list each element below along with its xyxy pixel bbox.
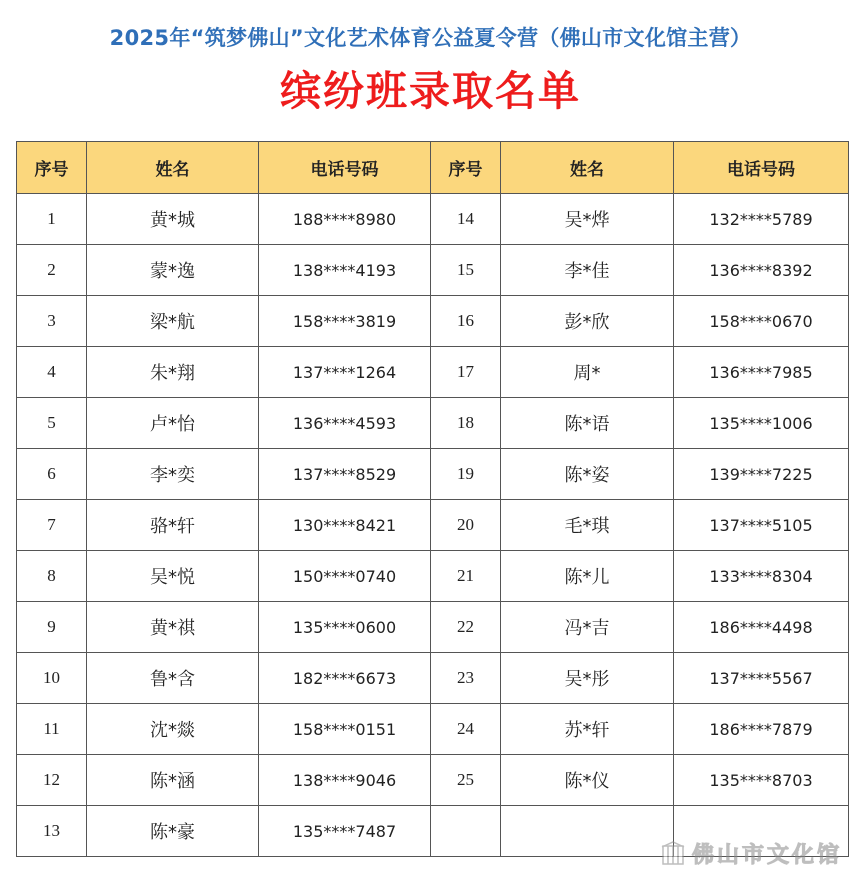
cell-name: 卢*怡	[87, 398, 259, 449]
cell-name: 吴*烨	[501, 194, 674, 245]
watermark-text: 佛山市文化馆	[692, 842, 843, 868]
cell-number: 2	[17, 245, 87, 296]
cell-phone: 137****1264	[259, 347, 431, 398]
table-row	[17, 602, 849, 653]
cell-phone: 139****7225	[674, 449, 849, 500]
cell-name: 吴*彤	[501, 653, 674, 704]
cell-number: 7	[17, 500, 87, 551]
admission-table	[16, 141, 849, 857]
cell-number: 4	[17, 347, 87, 398]
column-header-name: 姓名	[501, 142, 674, 194]
table-row	[17, 755, 849, 806]
cell-name: 骆*轩	[87, 500, 259, 551]
cell-name: 陈*姿	[501, 449, 674, 500]
cell-name: 李*佳	[501, 245, 674, 296]
cell-name: 陈*豪	[87, 806, 259, 857]
column-header-no: 序号	[17, 142, 87, 194]
column-header-no: 序号	[431, 142, 501, 194]
cell-phone: 135****7487	[259, 806, 431, 857]
cell-number: 15	[431, 245, 501, 296]
cell-phone: 137****5567	[674, 653, 849, 704]
cell-phone: 136****8392	[674, 245, 849, 296]
cell-number: 24	[431, 704, 501, 755]
cell-name: 沈*燚	[87, 704, 259, 755]
cell-name: 鲁*含	[87, 653, 259, 704]
cell-number: 25	[431, 755, 501, 806]
cell-phone: 186****4498	[674, 602, 849, 653]
cell-name: 周*	[501, 347, 674, 398]
cell-number: 16	[431, 296, 501, 347]
cell-number: 3	[17, 296, 87, 347]
cell-name: 毛*琪	[501, 500, 674, 551]
cell-name: 梁*航	[87, 296, 259, 347]
cell-number: 6	[17, 449, 87, 500]
cell-phone: 136****4593	[259, 398, 431, 449]
cell-phone: 136****7985	[674, 347, 849, 398]
cell-name: 黄*城	[87, 194, 259, 245]
cell-phone: 135****8703	[674, 755, 849, 806]
cell-phone: 186****7879	[674, 704, 849, 755]
cell-number	[431, 806, 501, 857]
cell-number: 1	[17, 194, 87, 245]
building-icon	[660, 841, 686, 867]
cell-name: 苏*轩	[501, 704, 674, 755]
cell-name: 陈*仪	[501, 755, 674, 806]
cell-number: 10	[17, 653, 87, 704]
cell-phone: 158****0670	[674, 296, 849, 347]
cell-phone: 135****1006	[674, 398, 849, 449]
cell-number: 13	[17, 806, 87, 857]
cell-number: 23	[431, 653, 501, 704]
cell-number: 17	[431, 347, 501, 398]
column-header-phone: 电话号码	[259, 142, 431, 194]
cell-name: 李*奕	[87, 449, 259, 500]
cell-phone: 130****8421	[259, 500, 431, 551]
cell-name: 陈*语	[501, 398, 674, 449]
table-row	[17, 398, 849, 449]
cell-phone: 137****5105	[674, 500, 849, 551]
table-row	[17, 245, 849, 296]
cell-number: 11	[17, 704, 87, 755]
column-header-name: 姓名	[87, 142, 259, 194]
cell-number: 21	[431, 551, 501, 602]
page-title: 2025年“筑梦佛山”文化艺术体育公益夏令营（佛山市文化馆主营）	[109, 26, 752, 50]
table-row	[17, 551, 849, 602]
cell-name: 陈*儿	[501, 551, 674, 602]
table-row	[17, 500, 849, 551]
page-subtitle: 缤纷班录取名单	[280, 67, 581, 115]
cell-number: 8	[17, 551, 87, 602]
cell-phone: 135****0600	[259, 602, 431, 653]
cell-phone: 182****6673	[259, 653, 431, 704]
cell-name: 陈*涵	[87, 755, 259, 806]
cell-phone: 150****0740	[259, 551, 431, 602]
cell-phone: 158****3819	[259, 296, 431, 347]
table-body	[17, 194, 849, 857]
table-row	[17, 347, 849, 398]
table-row	[17, 194, 849, 245]
table-header-row	[17, 142, 849, 194]
cell-name: 吴*悦	[87, 551, 259, 602]
watermark	[660, 838, 842, 869]
cell-number: 19	[431, 449, 501, 500]
cell-phone: 132****5789	[674, 194, 849, 245]
cell-number: 5	[17, 398, 87, 449]
cell-phone: 138****9046	[259, 755, 431, 806]
table-row	[17, 653, 849, 704]
cell-number: 9	[17, 602, 87, 653]
column-header-phone: 电话号码	[674, 142, 849, 194]
cell-number: 22	[431, 602, 501, 653]
table-row	[17, 296, 849, 347]
table-row	[17, 704, 849, 755]
cell-name	[501, 806, 674, 857]
cell-phone: 188****8980	[259, 194, 431, 245]
cell-phone: 158****0151	[259, 704, 431, 755]
cell-phone: 137****8529	[259, 449, 431, 500]
cell-name: 彭*欣	[501, 296, 674, 347]
cell-number: 14	[431, 194, 501, 245]
cell-name: 朱*翔	[87, 347, 259, 398]
cell-number: 18	[431, 398, 501, 449]
cell-name: 蒙*逸	[87, 245, 259, 296]
cell-number: 20	[431, 500, 501, 551]
cell-name: 黄*祺	[87, 602, 259, 653]
table-row	[17, 449, 849, 500]
cell-number: 12	[17, 755, 87, 806]
cell-name: 冯*吉	[501, 602, 674, 653]
cell-phone: 138****4193	[259, 245, 431, 296]
cell-phone: 133****8304	[674, 551, 849, 602]
